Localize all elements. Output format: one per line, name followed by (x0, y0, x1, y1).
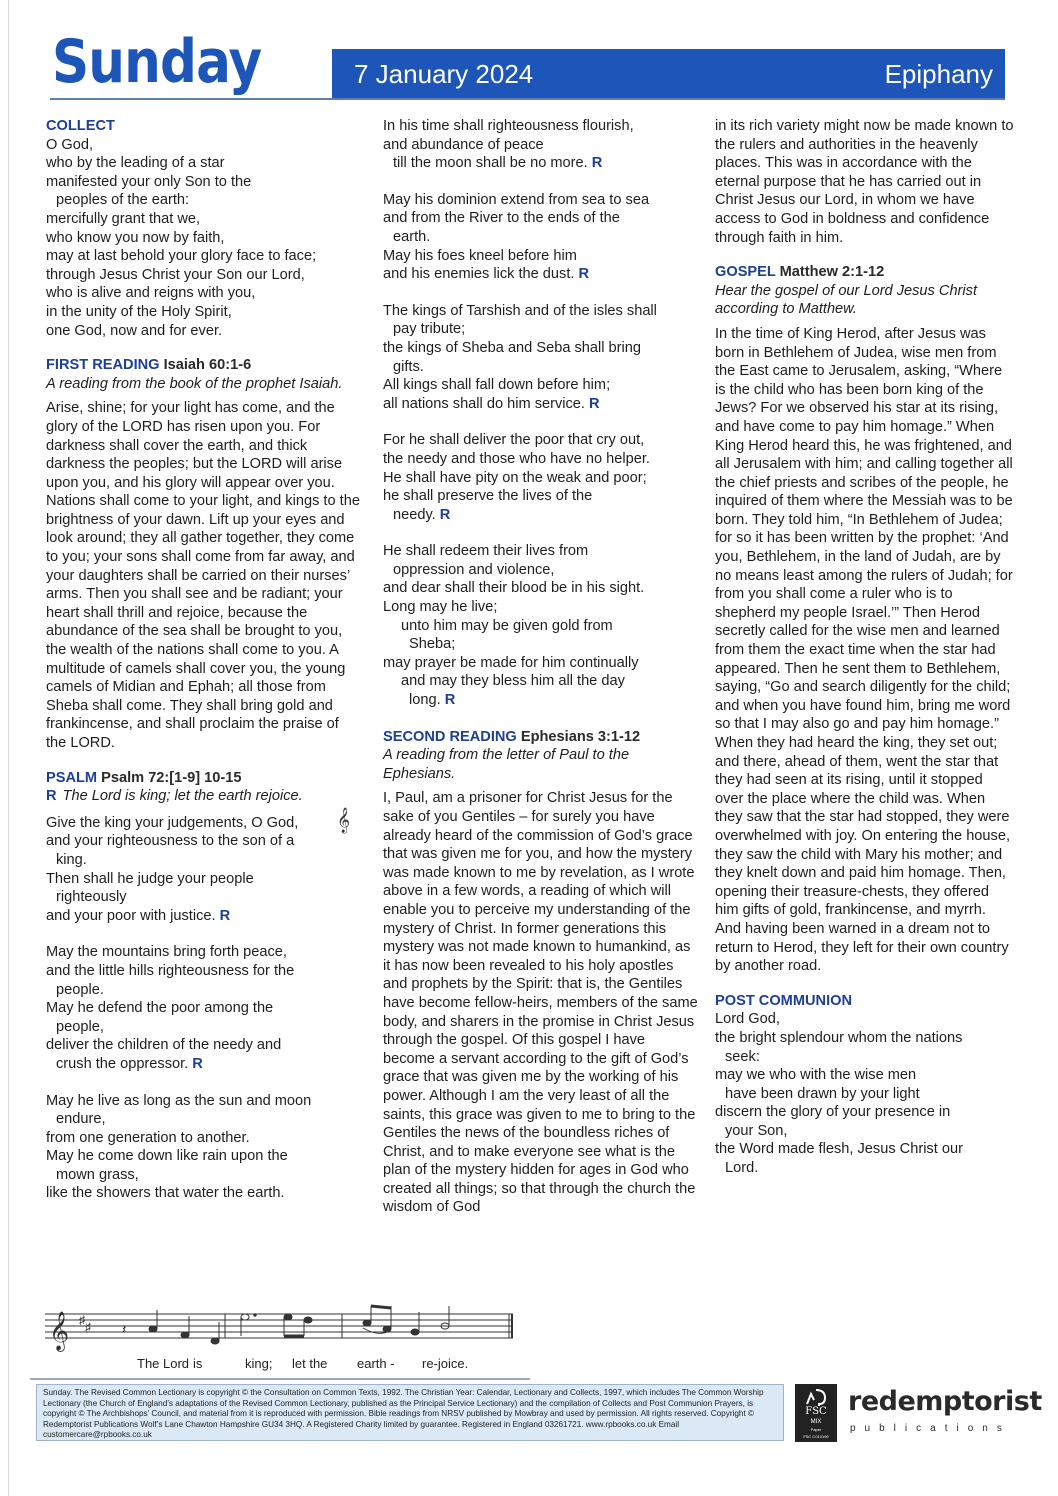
day-title: Sunday (52, 27, 262, 97)
text-line (715, 1140, 1015, 1159)
line-text: mown grass, (56, 1166, 139, 1183)
collect-heading: COLLECT (46, 118, 115, 134)
text-line (383, 431, 701, 450)
column-2 (383, 117, 701, 1217)
text-line (715, 1122, 1015, 1141)
line-text: Long may he live; (383, 599, 498, 616)
fsc-logo (795, 1384, 837, 1442)
section-label: PSALM (46, 769, 98, 786)
text-line (46, 1129, 362, 1148)
lyric: is (193, 1356, 203, 1371)
note (241, 1314, 249, 1320)
text-line (46, 814, 362, 833)
music-rule (30, 1378, 530, 1380)
text-line (46, 247, 362, 266)
reading-text-continued: in its rich variety might now be made known to the rulers and authorities in the heavenly places. This was in accordance with the eternal purpose that he has carried out in Christ Jesus our Lord, in whom we have access to God in boldness and confidence through faith in him. (715, 118, 1014, 246)
fsc-mix: MIX (810, 1419, 822, 1425)
reading-text: Arise, shine; for your light has come, and the glory of the LORD has risen upon you. For darkness shall cover the earth, and thick darkness the peoples; but the LORD will arise upon you, and his glory will appear over you. Nations shall come to your light, and kings to the brightness of your dawn. Lift up your eyes and look around; they all gather together, they come to you; your sons shall come from far away, and your daughters shall be carried on their nurses’ arms. Then you shall see and be radiant; your heart shall thrill and rejoice, because the abundance of the sea shall be brought to you, the wealth of the nations shall come to you. A multitude of camels shall cover you, the young camels of Midian and Ephah; all those from Sheba shall come. They shall bring gold and frankincense, and shall proclaim the praise of the LORD. (46, 400, 360, 751)
text-line (46, 1184, 362, 1203)
text-line (46, 943, 362, 962)
lyric: earth - (357, 1356, 395, 1371)
text-line (46, 1092, 362, 1111)
collect-section (46, 117, 362, 340)
text-line (46, 851, 362, 870)
text-line (715, 1029, 1015, 1048)
response-marker: R (440, 692, 456, 709)
line-text: seek: (725, 1048, 760, 1065)
psalm-response (46, 787, 362, 806)
text-line (46, 832, 362, 851)
text-line (46, 888, 362, 907)
line-text: who is alive and reigns with you, (46, 285, 256, 302)
section-label: GOSPEL (715, 264, 776, 281)
text-line (46, 284, 362, 303)
line-text: may at last behold your glory face to face; (46, 248, 317, 265)
text-line (46, 907, 362, 926)
text-line (46, 173, 362, 192)
staff (45, 1300, 515, 1356)
line-text: through Jesus Christ your Son our Lord, (46, 266, 305, 283)
text-line (715, 1159, 1015, 1178)
fsc-label: FSC (805, 1406, 827, 1417)
text-line (383, 672, 701, 691)
text-line (383, 691, 701, 710)
psalm-verse (46, 1092, 362, 1204)
text-line (383, 265, 701, 284)
note (211, 1338, 219, 1344)
line-text: may prayer be made for him continually (383, 654, 639, 671)
text-line (46, 962, 362, 981)
line-text: In his time shall righteousness flourish, (383, 118, 634, 134)
publisher-name: redemptorist (848, 1386, 1042, 1417)
line-text: O God, (46, 136, 94, 153)
lyric: re-joice. (422, 1356, 469, 1371)
text-line (383, 320, 701, 339)
publisher-logo[interactable] (848, 1386, 1042, 1442)
date-label: 7 January 2024 (354, 59, 534, 89)
line-text: and from the River to the ends of the (383, 210, 620, 227)
note (149, 1326, 157, 1332)
column-3 (715, 117, 1015, 1178)
line-text: May his dominion extend from sea to sea (383, 191, 650, 208)
text-line (383, 542, 701, 561)
response-marker: R (188, 1055, 203, 1072)
line-text: and abundance of peace (383, 136, 544, 153)
post-communion-text (715, 1010, 1015, 1177)
scripture-ref: Ephesians 3:1-12 (520, 728, 641, 745)
psalm-verses-col2 (383, 117, 701, 710)
text-line (383, 561, 701, 580)
note (411, 1329, 419, 1335)
line-text: the needy and those who have no helper. (383, 450, 650, 467)
line-text: earth. (393, 228, 431, 245)
dot (254, 1314, 256, 1316)
music-notation (45, 1300, 515, 1375)
gospel-heading (715, 263, 1015, 282)
line-text: all nations shall do him service. (383, 395, 585, 412)
note (363, 1320, 371, 1326)
response-marker: R (584, 395, 600, 412)
psalm-verse (383, 191, 701, 284)
line-text: till the moon shall be no more. (393, 155, 588, 172)
line-text: who know you now by faith, (46, 229, 225, 246)
line-text: May he come down like rain upon the (46, 1148, 288, 1165)
line-text: king. (56, 851, 87, 868)
line-text: May he live as long as the sun and moon (46, 1092, 312, 1109)
line-text: the kings of Sheba and Seba shall bring (383, 339, 642, 356)
section-label: SECOND READING (383, 728, 517, 745)
psalm-verses-col1 (46, 814, 362, 1203)
text-line (46, 1110, 362, 1129)
line-text: and dear shall their blood be in his sight. (383, 580, 645, 597)
line-text: Give the king your judgements, O God, (46, 814, 299, 831)
line-text: May the mountains bring forth peace, (46, 944, 287, 961)
text-line (383, 635, 701, 654)
line-text: righteously (56, 889, 127, 906)
line-text: your Son, (725, 1122, 788, 1139)
line-text: For he shall deliver the poor that cry out, (383, 432, 645, 449)
text-line (715, 1010, 1015, 1029)
first-reading-section (46, 356, 362, 752)
note (284, 1314, 292, 1320)
line-text: needy. (393, 506, 436, 523)
line-text: endure, (56, 1111, 106, 1128)
gospel-text: In the time of King Herod, after Jesus was born in Bethlehem of Judea, wise men from the East came to Jerusalem, asking, “Where is the child who has been born king of the Jews? For we observed his star at its rising, and have come to pay him homage.” When King Herod heard this, he was frightened, and all Jerusalem with him; and calling together all the chief priests and scribes of the people, he inquired of them where the Messiah was to be born. They told him, “In Bethlehem of Judea; for so it has been written by the prophet: ‘And you, Bethlehem, in the land of Judah, are by no means least among the rulers of Judah; for from you shall come a ruler who is to shepherd my people Israel.’” Then Herod secretly called for the wise men and learned from them the exact time when the star had appeared. Then he sent them to Bethlehem, saying, “Go and search diligently for the child; and when you have found him, bring me word so that I may also go and pay him homage.” When they had heard the king, they set out; and there, ahead of them, went the star that they had seen at its rising, until it stopped over the place where the child was. When they saw that the star had stopped, they were overwhelmed with joy. On entering the house, they saw the child with Mary his mother; and they knelt down and paid him homage. Then, opening their treasure-chests, they offered him gifts of gold, frankincense, and myrrh. And having been warned in a dream not to return to Herod, they left for their own country by another road. (715, 325, 1013, 975)
second-reading-heading (383, 728, 701, 747)
line-text: He shall have pity on the weak and poor; (383, 469, 647, 486)
text-line (46, 1147, 362, 1166)
text-line (46, 1018, 362, 1037)
text-line (383, 154, 701, 173)
text-line (383, 654, 701, 673)
line-text: may we who with the wise men (715, 1067, 917, 1084)
text-line (383, 395, 701, 414)
response-marker: R (435, 506, 451, 523)
line-text: and your righteousness to the son of a (46, 833, 295, 850)
text-line (46, 1166, 362, 1185)
text-line (383, 487, 701, 506)
text-line (715, 1103, 1015, 1122)
line-text: and your poor with justice. (46, 907, 216, 924)
text-line (383, 339, 701, 358)
text-line (383, 376, 701, 395)
text-line (383, 358, 701, 377)
text-line (46, 981, 362, 1000)
column-1 (46, 117, 362, 1221)
line-text: who by the leading of a star (46, 155, 225, 172)
psalm-verse (383, 302, 701, 414)
line-text: people. (56, 981, 104, 998)
response-marker: R (574, 266, 590, 283)
scripture-ref: Isaiah 60:1-6 (163, 357, 252, 374)
line-text: unto him may be given gold from (401, 617, 613, 634)
lyric: king; (245, 1356, 273, 1371)
text-line (46, 229, 362, 248)
line-text: and his enemies lick the dust. (383, 266, 575, 283)
first-reading-heading (46, 356, 362, 375)
line-text: the bright splendour whom the nations (715, 1029, 963, 1046)
line-text: deliver the children of the needy and (46, 1037, 282, 1054)
date-bar (332, 49, 1005, 100)
season-label: Epiphany (884, 59, 993, 89)
post-communion-heading: POST COMMUNION (715, 992, 853, 1009)
text-line (46, 322, 362, 341)
text-line (46, 1036, 362, 1055)
second-reading-section (383, 728, 701, 1217)
text-line (46, 266, 362, 285)
line-text: pay tribute; (393, 321, 466, 338)
page-header (50, 18, 1005, 106)
line-text: May he defend the poor among the (46, 1000, 274, 1017)
post-communion-section (715, 992, 1015, 1178)
text-line (715, 1085, 1015, 1104)
line-text: he shall preserve the lives of the (383, 488, 593, 505)
line-text: one God, now and for ever. (46, 322, 223, 339)
treble-clef-icon: 𝄞 (49, 1312, 70, 1350)
text-line (46, 210, 362, 229)
line-text: All kings shall fall down before him; (383, 377, 611, 394)
reading-intro: A reading from the book of the prophet Isaiah. (46, 375, 343, 392)
text-line (383, 450, 701, 469)
gospel-section (715, 263, 1015, 976)
response-marker: R (587, 155, 603, 172)
response-marker: R (46, 788, 57, 805)
line-text: and the little hills righteousness for the (46, 962, 295, 979)
text-line (383, 117, 701, 136)
line-text: have been drawn by your light (725, 1085, 920, 1102)
line-text: Sheba; (409, 636, 456, 653)
text-line (46, 154, 362, 173)
psalm-verse (383, 117, 701, 173)
line-text: from one generation to another. (46, 1129, 250, 1146)
text-line (46, 999, 362, 1018)
line-text: the Word made flesh, Jesus Christ our (715, 1141, 963, 1158)
psalm-verse (46, 814, 362, 926)
text-line (383, 506, 701, 525)
text-line (46, 1055, 362, 1074)
text-line (383, 191, 701, 210)
line-text: like the showers that water the earth. (46, 1185, 285, 1202)
psalm-heading (46, 769, 362, 788)
line-text: May his foes kneel before him (383, 247, 577, 264)
psalm-verse (383, 542, 701, 709)
text-line (383, 228, 701, 247)
line-text: discern the glory of your presence in (715, 1104, 951, 1121)
response-text: The Lord is king; let the earth rejoice. (62, 788, 303, 805)
line-text: The kings of Tarshish and of the isles shall (383, 302, 657, 319)
scripture-ref: Psalm 72:[1-9] 10-15 (101, 769, 242, 786)
text-line (383, 136, 701, 155)
line-text: long. (409, 692, 441, 709)
text-line (383, 247, 701, 266)
line-text: oppression and violence, (393, 561, 555, 578)
treble-clef-icon: 𝄞 (337, 807, 351, 832)
line-text: Then shall he judge your people (46, 870, 254, 887)
text-line (383, 469, 701, 488)
response-marker: R (215, 907, 231, 924)
line-text: gifts. (393, 358, 424, 375)
text-line (46, 870, 362, 889)
text-line (46, 136, 362, 155)
line-text: He shall redeem their lives from (383, 543, 589, 560)
header-rule (50, 98, 1005, 100)
text-line (383, 579, 701, 598)
copyright-notice: Sunday. The Revised Common Lectionary is copyright © the Consultation on Common Texts, 1992. The Christian Year: Calendar, Lectionary and Collects, 1997, which includes The Common Worship Lectionary (the Church of England’s adaptations of the Revised Common Lectionary, published as the Principal Service Lectionary) and the compilation of Collects and Post Communion Prayers, is copyright © The Archbishops’ Council, and material from it is reproduced with permission. Bible readings from NRSV published by Mowbray and used by permission. All rights reserved. Copyright © Redemptorist Publications Wolf’s Lane Chawton Hampshire GU34 3HQ. A Registered Charity limited by guarantee. Registered in England 03261721. www.rpbooks.co.uk Email customercare@rpbooks.co.uk (36, 1384, 784, 1441)
text-line (383, 598, 701, 617)
line-text: and may they bless him all the day (401, 673, 625, 690)
page-edge (8, 0, 9, 1496)
psalm-verse (46, 943, 362, 1073)
text-line (46, 191, 362, 210)
note (304, 1317, 312, 1323)
line-text: Lord. (725, 1160, 759, 1177)
tree-icon (795, 1386, 837, 1408)
line-text: people, (56, 1018, 104, 1035)
sharp-icon: ♯ (79, 1313, 85, 1327)
reading-intro: A reading from the letter of Paul to the Ephesians. (383, 747, 630, 782)
line-text: in the unity of the Holy Spirit, (46, 303, 232, 320)
note (181, 1332, 189, 1338)
rest-icon: 𝄽 (122, 1321, 127, 1337)
lyric: The Lord (137, 1356, 190, 1371)
text-line (715, 1066, 1015, 1085)
reading-text: I, Paul, am a prisoner for Christ Jesus for the sake of you Gentiles – for surely you have already heard of the commission of God’s grace that was given me for you, and how the mystery was made known to me by revelation, as I wrote above in a few words, a reading of which will enable you to perceive my understanding of the mystery of Christ. In former generations this mystery was not made known to humankind, as it has now been revealed to his holy apostles and prophets by the Spirit: that is, the Gentiles have become fellow-heirs, members of the same body, and sharers in the promise in Christ Jesus through the gospel. Of this gospel I have become a servant according to the gift of God’s grace that was given me by the working of his power. Although I am the very least of all the saints, this grace was given to me to bring to the Gentiles the news of the boundless riches of Christ, and to make everyone see what is the plan of the mystery hidden for ages in God who created all things; so that through the church the wisdom of God (383, 790, 698, 1216)
line-text: manifested your only Son to the (46, 173, 252, 190)
gospel-intro: Hear the gospel of our Lord Jesus Christ according to Matthew. (715, 282, 978, 318)
line-text: crush the oppressor. (56, 1055, 189, 1072)
text-line (383, 209, 701, 228)
text-line (383, 302, 701, 321)
note (383, 1326, 391, 1332)
collect-text (46, 136, 362, 341)
text-line (383, 617, 701, 636)
text-line (46, 303, 362, 322)
line-text: mercifully grant that we, (46, 210, 201, 227)
text-line (715, 1048, 1015, 1067)
line-text: peoples of the earth: (56, 192, 190, 209)
line-text: Lord God, (715, 1011, 780, 1028)
section-label: FIRST READING (46, 357, 160, 374)
psalm-section (46, 769, 362, 1203)
psalm-verse (383, 431, 701, 524)
fsc-paper: Paper (810, 1427, 822, 1432)
sharp-icon: ♯ (85, 1320, 91, 1334)
publisher-sub: publications (850, 1423, 1011, 1434)
lyric: let the (292, 1356, 328, 1371)
scripture-ref: Matthew 2:1-12 (779, 264, 885, 281)
fsc-code: FSC C010199 (803, 1434, 829, 1439)
